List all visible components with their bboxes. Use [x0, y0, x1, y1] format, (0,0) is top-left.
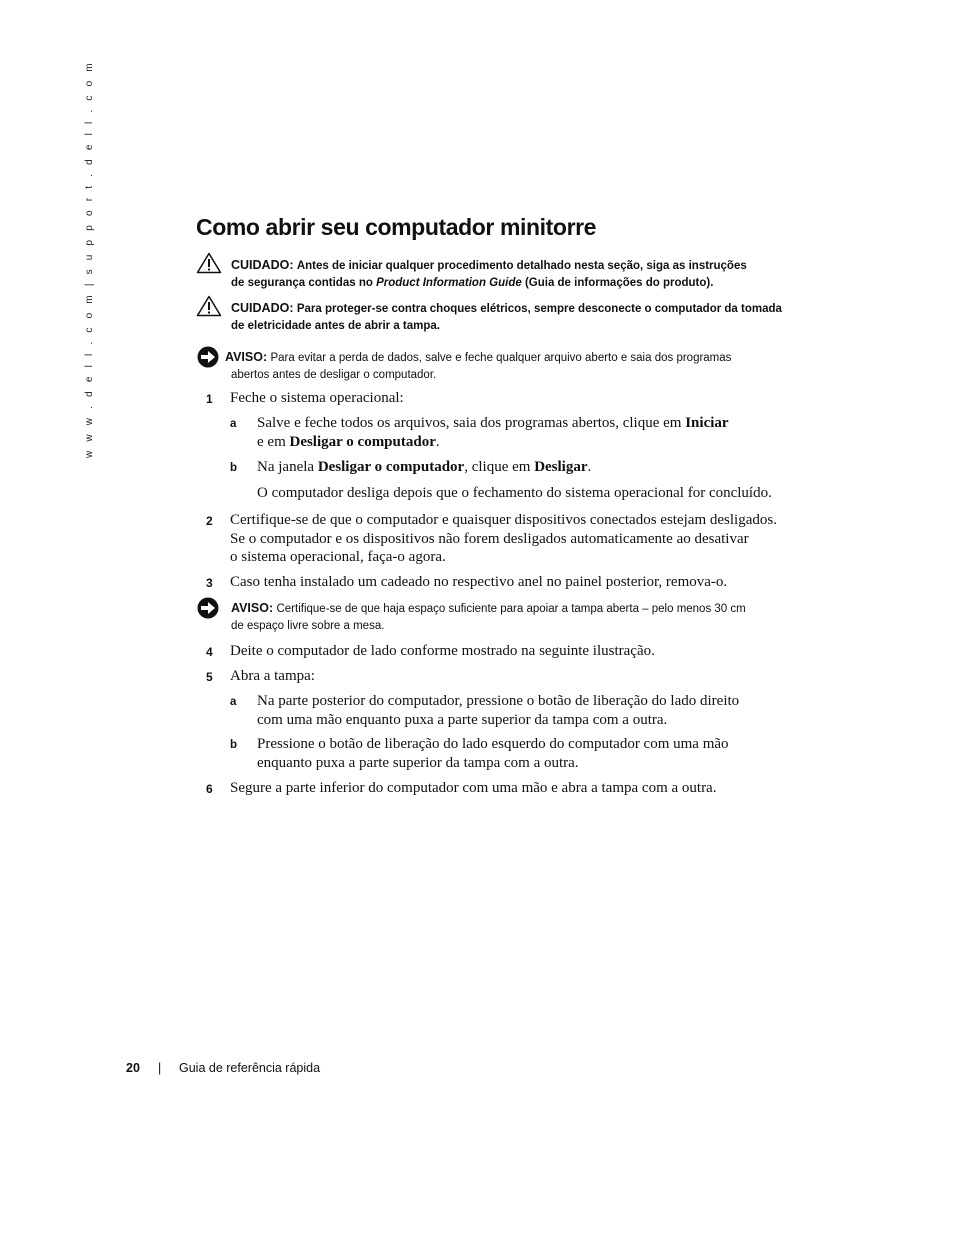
notice-note-2: [196, 597, 806, 635]
step-text: enquanto puxa a parte superior da tampa com a outra.: [257, 754, 579, 771]
step-text: Certifique-se de que o computador e quaisquer dispositivos conectados estejam desligados.: [230, 512, 777, 528]
step-number: 1: [206, 392, 213, 406]
step-4: [206, 642, 816, 661]
step-text: Feche o sistema operacional:: [230, 390, 404, 406]
step-text: Segure a parte inferior do computador com uma mão e abra a tampa com a outra.: [230, 780, 717, 796]
caution-text: Antes de iniciar qualquer procedimento detalhado nesta seção, siga as instruções: [296, 260, 747, 272]
menu-term-shutdown: Desligar o computador: [289, 433, 436, 450]
arrow-circle-icon: [196, 346, 220, 368]
notice-text: abertos antes de desligar o computador.: [231, 369, 437, 381]
step-text: Salve e feche todos os arquivos, saia dos programas abertos, clique em: [257, 415, 686, 431]
step-text: o sistema operacional, faça-o agora.: [230, 549, 446, 565]
caution-label: CUIDADO:: [231, 301, 294, 315]
notice-note-1: [196, 346, 806, 384]
button-term-shutdown: Desligar: [534, 459, 588, 475]
step-text: Se o computador e os dispositivos não forem desligados automaticamente ao desativar: [230, 530, 749, 547]
step-number: 2: [206, 514, 213, 528]
caution-note-2: [196, 295, 806, 335]
notice-label: AVISO:: [231, 601, 274, 615]
notice-text: Para evitar a perda de dados, salve e feche qualquer arquivo aberto e saia dos programas: [270, 352, 732, 364]
notice-text: Certifique-se de que haja espaço suficiente para apoiar a tampa aberta – pelo menos 30 cm: [276, 603, 746, 615]
caution-text: (Guia de informações do produto).: [521, 277, 714, 289]
step-number: 4: [206, 645, 213, 659]
step-text: Pressione o botão de liberação do lado esquerdo do computador com uma mão: [257, 736, 729, 752]
substep-letter: b: [230, 739, 238, 751]
substep-1b: [230, 458, 820, 502]
warning-triangle-icon: [196, 252, 222, 274]
notice-text: de espaço livre sobre a mesa.: [231, 620, 385, 632]
window-name: Desligar o computador: [317, 459, 465, 475]
substep-5a: [230, 692, 820, 729]
step-3: [206, 573, 816, 592]
step-text: e em: [257, 433, 290, 450]
step-number: 3: [206, 576, 213, 590]
step-number: 5: [206, 670, 213, 684]
substep-letter: a: [230, 418, 237, 430]
substep-5b: [230, 735, 820, 772]
warning-triangle-icon: [196, 295, 222, 317]
caution-label: CUIDADO:: [231, 258, 294, 272]
step-6: [206, 779, 816, 798]
guide-title: Product Information Guide: [376, 277, 522, 289]
notice-label: AVISO:: [225, 350, 268, 364]
step-2: [206, 511, 816, 567]
step-text: Na parte posterior do computador, pressione o botão de liberação do lado direito: [257, 693, 740, 709]
arrow-circle-icon: [196, 597, 220, 619]
step-5: [206, 667, 816, 686]
step-text: , clique em: [464, 459, 535, 475]
step-text: .: [587, 459, 592, 475]
caution-text: de eletricidade antes de abrir a tampa.: [231, 320, 440, 332]
step-text: Na janela: [257, 459, 318, 475]
substep-letter: a: [230, 696, 237, 708]
footer-separator: |: [158, 1061, 162, 1075]
caution-text: de segurança contidas no: [231, 277, 377, 289]
substep-1a: [230, 414, 820, 451]
step-1: [206, 389, 816, 408]
step-paragraph: O computador desliga depois que o fechamento do sistema operacional for concluído.: [257, 484, 772, 501]
step-text: com uma mão enquanto puxa a parte superior da tampa com a outra.: [257, 711, 668, 728]
step-text: Deite o computador de lado conforme mostrado na seguinte ilustração.: [230, 643, 655, 659]
sidebar-url: w w w . d e l l . c o m | s u p p o r t . d e l l . c o m: [84, 60, 95, 458]
substep-letter: b: [230, 462, 238, 474]
caution-note-1: [196, 252, 806, 292]
guide-name: Guia de referência rápida: [179, 1061, 321, 1075]
page-number: 20: [126, 1061, 140, 1075]
step-text: .: [435, 433, 440, 450]
page-title: Como abrir seu computador minitorre: [196, 214, 597, 240]
step-text: Abra a tampa:: [230, 668, 315, 684]
step-number: 6: [206, 782, 213, 796]
menu-term-start: Iniciar: [685, 415, 729, 431]
caution-text: Para proteger-se contra choques elétricos, sempre desconecte o computador da tomada: [296, 303, 782, 315]
step-text: Caso tenha instalado um cadeado no respectivo anel no painel posterior, remova-o.: [230, 574, 728, 590]
